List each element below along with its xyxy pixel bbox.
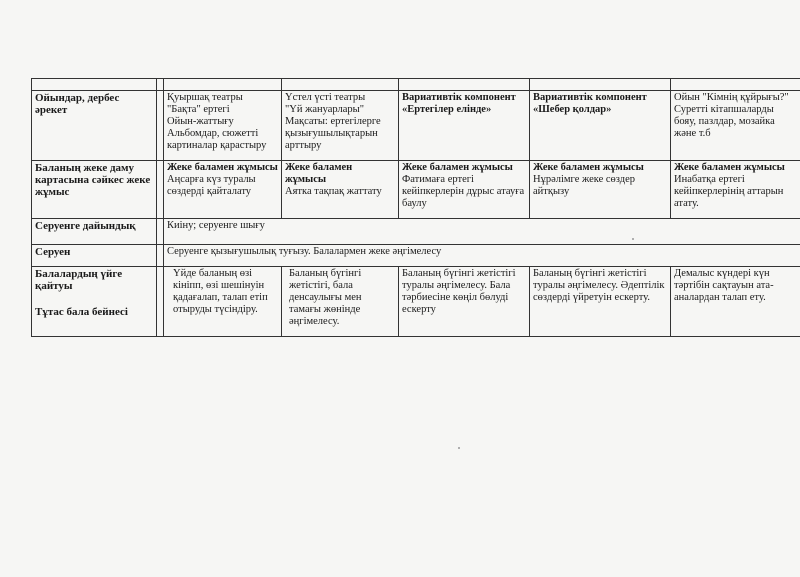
table-row xyxy=(32,219,800,245)
row-label: Серуенге дайындық xyxy=(32,219,157,245)
table-cell: Баланың бүгінгі жетістігі туралы әңгімелесу. Әдептілік сөздерді үйретуін ескерту. xyxy=(530,267,671,337)
table-row xyxy=(32,161,800,219)
row-label: Ойындар, дербес әрекет xyxy=(32,91,157,161)
table-cell: Жеке баламен жұмысы Фатимаға ертегі кейіпкерлерін дұрыс атауға баулу xyxy=(399,161,530,219)
table-cell: Үйде баланың өзі кініпп, өзі шешінуін қадағалап, талап етіп отыруды түсіндіру. xyxy=(164,267,282,337)
table-cell: Жеке баламен жұмысы Аңсарға күз туралы сөздерді қайталату xyxy=(164,161,282,219)
table-cell: Жеке баламен жұмысы Инабатқа ертегі кейіпкерлерінің аттарын атату. xyxy=(671,161,800,219)
table-cell: Қуыршақ театры "Бақта" ертегі Ойын-жаттығу Альбомдар, сюжетті картиналар қарастыру xyxy=(164,91,282,161)
table-row xyxy=(32,267,800,337)
scan-speck xyxy=(632,238,634,240)
table-cell: Демалыс күндері күн тәртібін сақтауын ата-аналардан талап ету. xyxy=(671,267,800,337)
table-cell: Баланың бүгінгі жетістігі туралы әңгімелесу. Бала тәрбиесіне көңіл бөлуді ескерту xyxy=(399,267,530,337)
table-cell: Жеке баламен жұмысы Нұрәлімге жеке сөздер айтқызу xyxy=(530,161,671,219)
table-row xyxy=(32,91,800,161)
row-label: Балалардың үйге қайтуы Тұтас бала бейнесі xyxy=(32,267,157,337)
row-label: Серуен xyxy=(32,245,157,267)
table-cell: Жеке баламен жұмысы Аятка тақпақ жаттату xyxy=(282,161,399,219)
table-cell: Баланың бүгінгі жетістігі, бала денсаулығы мен тамағы жөнінде әңгімелесу. xyxy=(282,267,399,337)
table-row xyxy=(32,245,800,267)
merged-cell: Серуенге қызығушылық туғызу. Балалармен жеке әңгімелесу xyxy=(164,245,800,267)
scan-speck xyxy=(458,447,460,449)
table-cell: Үстел үсті театры "Үй жануарлары" Мақсаты: ертегілерге қызығушылықтарын арттыру xyxy=(282,91,399,161)
table-cell: Вариативтік компонент «Шебер қолдар» xyxy=(530,91,671,161)
table-top-row xyxy=(32,79,800,91)
merged-cell: Киіну; серуенге шығу xyxy=(164,219,800,245)
schedule-table xyxy=(31,78,800,337)
table-cell: Ойын "Кімнің құйрығы?" Суретті кітапшаларды бояу, пазлдар, мозайка және т.б xyxy=(671,91,800,161)
table-cell: Вариативтік компонент «Ертегілер елінде» xyxy=(399,91,530,161)
row-label: Баланың жеке даму картасына сәйкес жеке жұмыс xyxy=(32,161,157,219)
